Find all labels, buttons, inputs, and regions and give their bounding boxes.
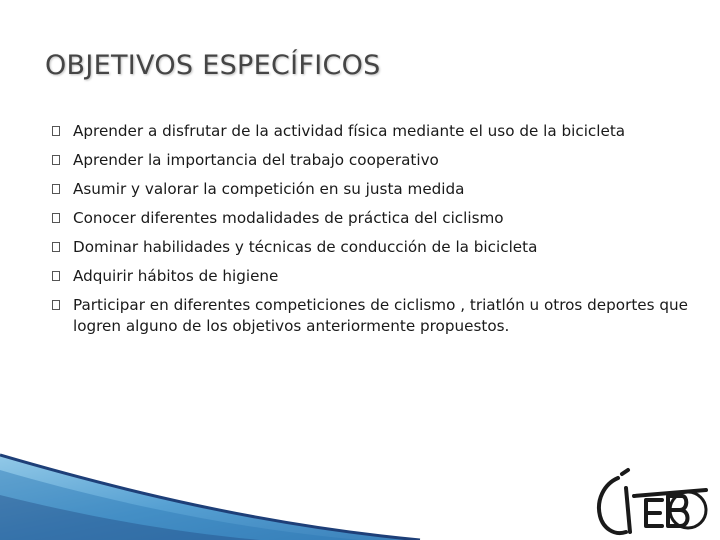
objectives-list xyxy=(52,121,702,337)
square-bullet-icon xyxy=(52,271,60,281)
list-item xyxy=(52,179,702,200)
list-item xyxy=(52,295,702,337)
list-item xyxy=(52,150,702,171)
list-item xyxy=(52,208,702,229)
list-item-text: Dominar habilidades y técnicas de conducción de la bicicleta xyxy=(73,238,538,256)
list-item xyxy=(52,121,702,142)
square-bullet-icon xyxy=(52,126,60,136)
square-bullet-icon xyxy=(52,184,60,194)
list-item-text: Participar en diferentes competiciones de ciclismo , triatlón u otros deportes que logren alguno de los objetivos anteriormente propuestos. xyxy=(73,296,688,335)
list-item xyxy=(52,237,702,258)
square-bullet-icon xyxy=(52,242,60,252)
list-item-text: Conocer diferentes modalidades de práctica del ciclismo xyxy=(73,209,504,227)
square-bullet-icon xyxy=(52,155,60,165)
slide-title: OBJETIVOS ESPECÍFICOS xyxy=(45,50,381,81)
list-item-text: Aprender a disfrutar de la actividad física mediante el uso de la bicicleta xyxy=(73,122,626,140)
list-item-text: Aprender la importancia del trabajo cooperativo xyxy=(73,151,439,169)
square-bullet-icon xyxy=(52,213,60,223)
list-item-text: Asumir y valorar la competición en su justa medida xyxy=(73,180,465,198)
square-bullet-icon xyxy=(52,300,60,310)
list-item-text: Adquirir hábitos de higiene xyxy=(73,267,279,285)
bicycle-logo-icon xyxy=(588,460,716,540)
list-item xyxy=(52,266,702,287)
